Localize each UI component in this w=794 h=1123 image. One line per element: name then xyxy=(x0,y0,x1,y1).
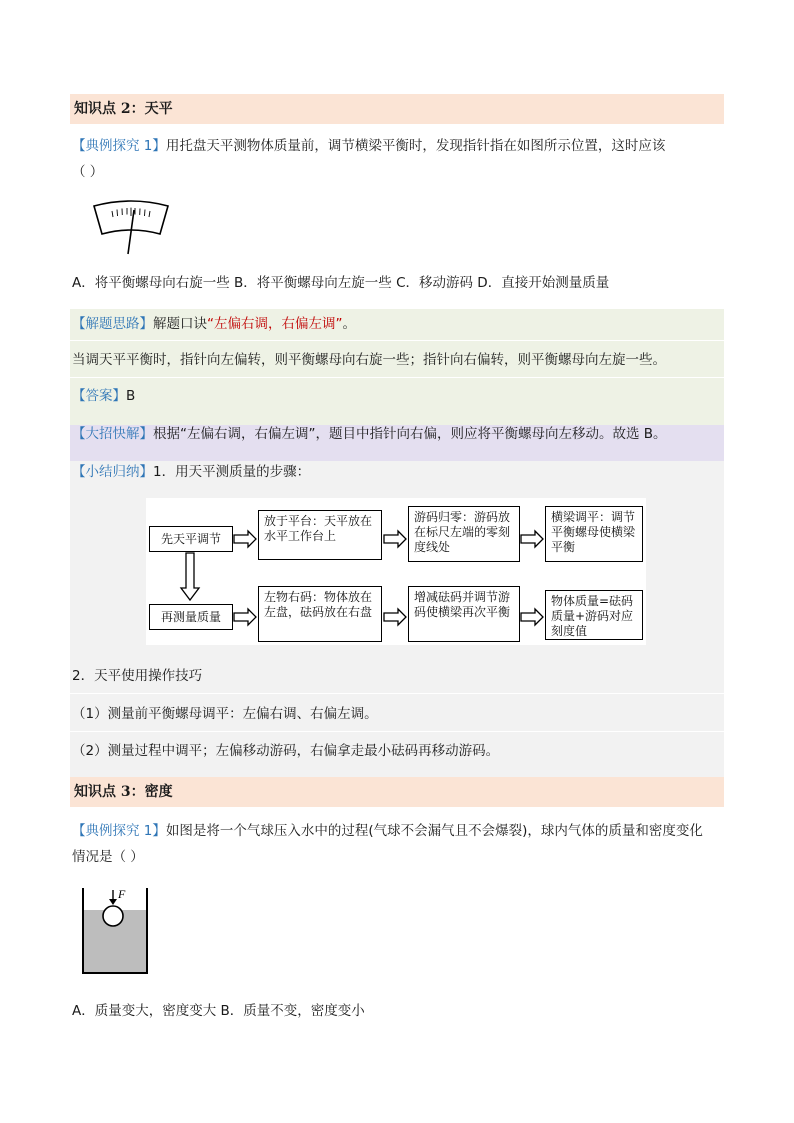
kp3-header xyxy=(70,777,724,807)
kp3-title: 知识点 3：密度 xyxy=(74,784,173,800)
ex1-question-line2: （ ） xyxy=(72,164,104,180)
divider xyxy=(70,377,724,378)
trick-line xyxy=(72,422,667,446)
ex2-options: A．质量变大，密度变大 B．质量不变，密度变小 xyxy=(72,1003,365,1019)
answer-line xyxy=(72,384,135,408)
analysis-line2: 当调天平平衡时，指针向左偏转，则平衡螺母向右旋一些；指针向右偏转，则平衡螺母向左旋一些。 xyxy=(72,352,666,368)
kp2-header xyxy=(70,94,724,124)
analysis-quote: “左偏右调，右偏左调” xyxy=(207,316,343,332)
flow-step-mass-result: 物体质量=砝码质量+游码对应刻度值 xyxy=(545,590,643,640)
summary-item2: 2．天平使用操作技巧 xyxy=(72,668,203,684)
trick-text: 根据“左偏右调，右偏左调”，题目中指针向右偏，则应将平衡螺母向左移动。故选 B。 xyxy=(153,426,667,442)
analysis-tag: 【解题思路】 xyxy=(72,316,153,332)
summary-sub2: （2）测量过程中调平；左偏移动游码，右偏拿走最小砝码再移动游码。 xyxy=(72,743,500,759)
ex2-question-line1: 如图是将一个气球压入水中的过程(气球不会漏气且不会爆裂)，球内气体的质量和密度变化 xyxy=(165,823,703,839)
ex2-tag: 【典例探究 1】 xyxy=(72,823,166,839)
summary-tag: 【小结归纳】 xyxy=(72,464,153,480)
ex1-tag: 【典例探究 1】 xyxy=(72,138,166,154)
flow-step-zero: 游码归零：游码放在标尺左端的零刻度线处 xyxy=(408,506,520,562)
balance-pointer-figure xyxy=(88,196,174,258)
analysis-prefix: 解题口诀 xyxy=(153,316,207,332)
ex2-question-line2: 情况是（ ） xyxy=(72,849,144,865)
flow-start-calibrate: 先天平调节 xyxy=(149,526,233,552)
analysis-line1 xyxy=(72,312,356,336)
ex1-question-line1: 用托盘天平测物体质量前，调节横梁平衡时，发现指针指在如图所示位置，这时应该 xyxy=(165,138,666,154)
ex1-options: A．将平衡螺母向右旋一些 B．将平衡螺母向左旋一些 C．移动游码 D．直接开始测量质量 xyxy=(72,275,610,291)
flowchart xyxy=(146,498,646,645)
summary-step-title: 1．用天平测质量的步骤： xyxy=(153,464,311,480)
summary-line1 xyxy=(72,460,310,484)
answer-value: B xyxy=(126,388,136,404)
analysis-suffix: 。 xyxy=(342,316,356,332)
divider xyxy=(70,731,724,732)
trick-tag: 【大招快解】 xyxy=(72,426,153,442)
ex2-question xyxy=(72,819,703,843)
flow-step-balance: 横梁调平：调节平衡螺母使横梁平衡 xyxy=(545,506,643,562)
divider xyxy=(70,340,724,341)
flow-step-adjust-weights: 增减砝码并调节游码使横梁再次平衡 xyxy=(408,586,520,642)
flow-step-place: 放于平台：天平放在水平工作台上 xyxy=(258,510,382,560)
force-label: F xyxy=(118,887,126,901)
balloon-water-figure xyxy=(80,884,150,976)
summary-sub1: （1）测量前平衡螺母调平：左偏右调、右偏左调。 xyxy=(72,706,378,722)
ex1-question xyxy=(72,134,665,158)
flow-start-measure: 再测量质量 xyxy=(149,604,233,630)
divider xyxy=(70,693,724,694)
answer-tag: 【答案】 xyxy=(72,388,126,404)
flow-step-left-right: 左物右码：物体放在左盘，砝码放在右盘 xyxy=(258,586,382,642)
kp2-title: 知识点 2：天平 xyxy=(74,101,173,117)
